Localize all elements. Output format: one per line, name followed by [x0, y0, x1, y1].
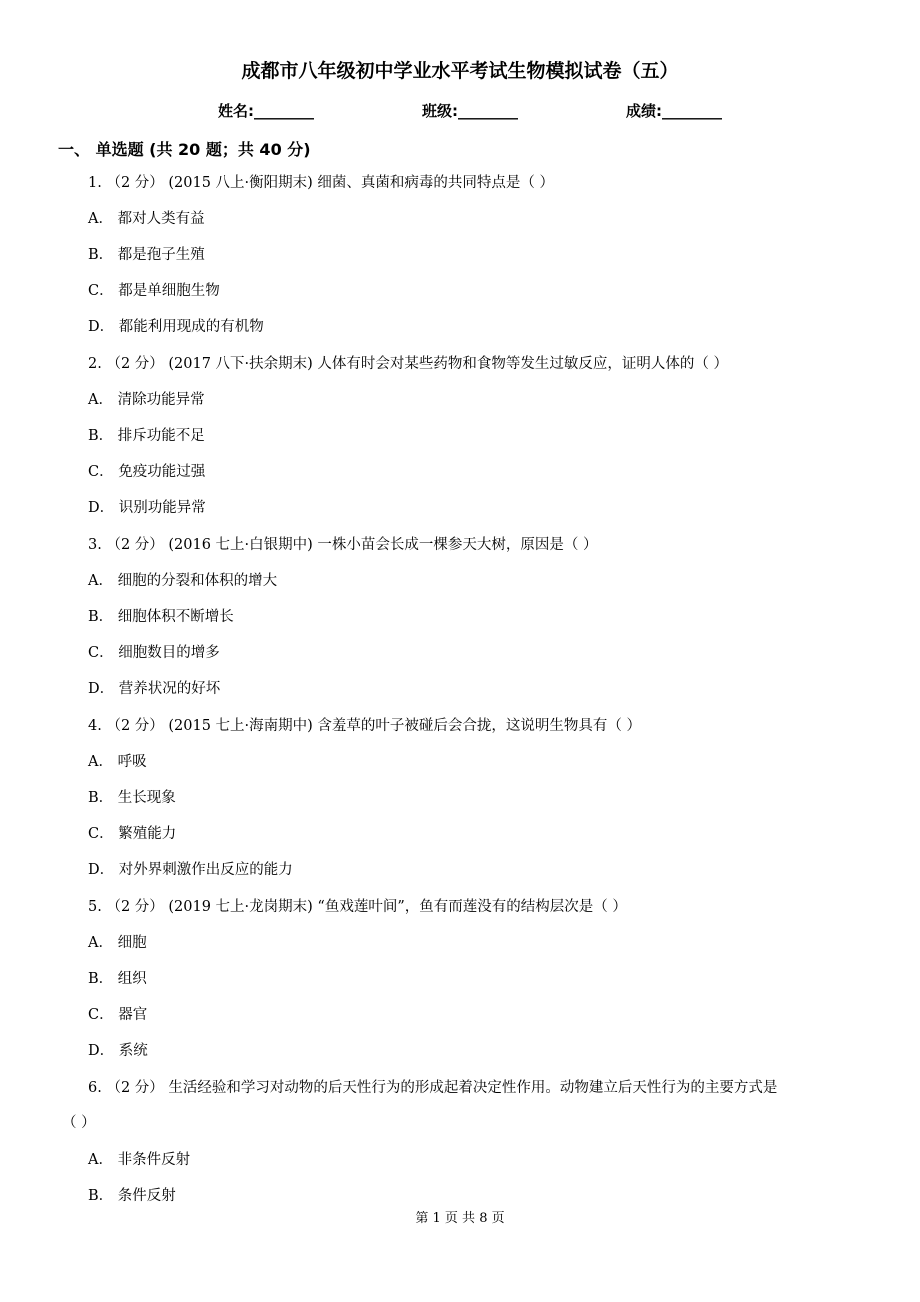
- question-4-option-c: C． 繁殖能力: [88, 826, 177, 842]
- class-field-label: 班级:________: [422, 102, 518, 120]
- score-field-label: 成绩:________: [626, 102, 722, 120]
- question-6-stem-continuation: （ ）: [62, 1115, 96, 1131]
- question-5-option-d: D． 系统: [88, 1043, 148, 1059]
- question-1-option-a: A． 都对人类有益: [88, 211, 205, 227]
- question-3-option-a: A． 细胞的分裂和体积的增大: [88, 573, 278, 589]
- question-2-option-c: C． 免疫功能过强: [88, 464, 206, 480]
- name-field-label: 姓名:________: [218, 102, 314, 120]
- question-6-option-b: B． 条件反射: [88, 1188, 176, 1204]
- question-1-stem: 1. （2 分） (2015 八上·衡阳期末) 细菌、真菌和病毒的共同特点是（ ）: [88, 175, 555, 191]
- question-6-stem: 6. （2 分） 生活经验和学习对动物的后天性行为的形成起着决定性作用。动物建立后天性行为的主要方式是: [88, 1080, 778, 1096]
- question-4-stem: 4. （2 分） (2015 七上·海南期中) 含羞草的叶子被碰后会合拢，这说明生物具有（ ）: [88, 718, 642, 734]
- question-2-option-b: B． 排斥功能不足: [88, 428, 205, 444]
- question-2-option-a: A． 清除功能异常: [88, 392, 205, 408]
- question-4-option-a: A． 呼吸: [88, 754, 147, 770]
- question-5-option-b: B． 组织: [88, 971, 147, 987]
- question-3-option-c: C． 细胞数目的增多: [88, 645, 220, 661]
- question-1-option-c: C． 都是单细胞生物: [88, 283, 220, 299]
- question-1-option-b: B． 都是孢子生殖: [88, 247, 205, 263]
- question-6-option-a: A． 非条件反射: [88, 1152, 191, 1168]
- question-5-option-c: C． 器官: [88, 1007, 148, 1023]
- page-number-footer: 第 1 页 共 8 页: [415, 1211, 505, 1226]
- question-2-option-d: D． 识别功能异常: [88, 500, 206, 516]
- question-4-option-d: D． 对外界刺激作出反应的能力: [88, 862, 293, 878]
- question-3-option-d: D． 营养状况的好坏: [88, 681, 221, 697]
- exam-title: 成都市八年级初中学业水平考试生物模拟试卷（五）: [241, 60, 679, 82]
- question-4-option-b: B． 生长现象: [88, 790, 176, 806]
- student-info-row: [0, 100, 920, 122]
- section-heading-single-choice: 一、 单选题 (共 20 题；共 40 分): [58, 140, 311, 159]
- question-1-option-d: D． 都能利用现成的有机物: [88, 319, 264, 335]
- question-3-stem: 3. （2 分） (2016 七上·白银期中) 一株小苗会长成一棵参天大树，原因是（ ）: [88, 537, 598, 553]
- question-5-option-a: A． 细胞: [88, 935, 147, 951]
- question-5-stem: 5. （2 分） (2019 七上·龙岗期末) “鱼戏莲叶间”，鱼有而莲没有的结构层次是（ ）: [88, 899, 627, 915]
- question-2-stem: 2. （2 分） (2017 八下·扶余期末) 人体有时会对某些药物和食物等发生过敏反应，证明人体的（ ）: [88, 356, 729, 372]
- question-3-option-b: B． 细胞体积不断增长: [88, 609, 234, 625]
